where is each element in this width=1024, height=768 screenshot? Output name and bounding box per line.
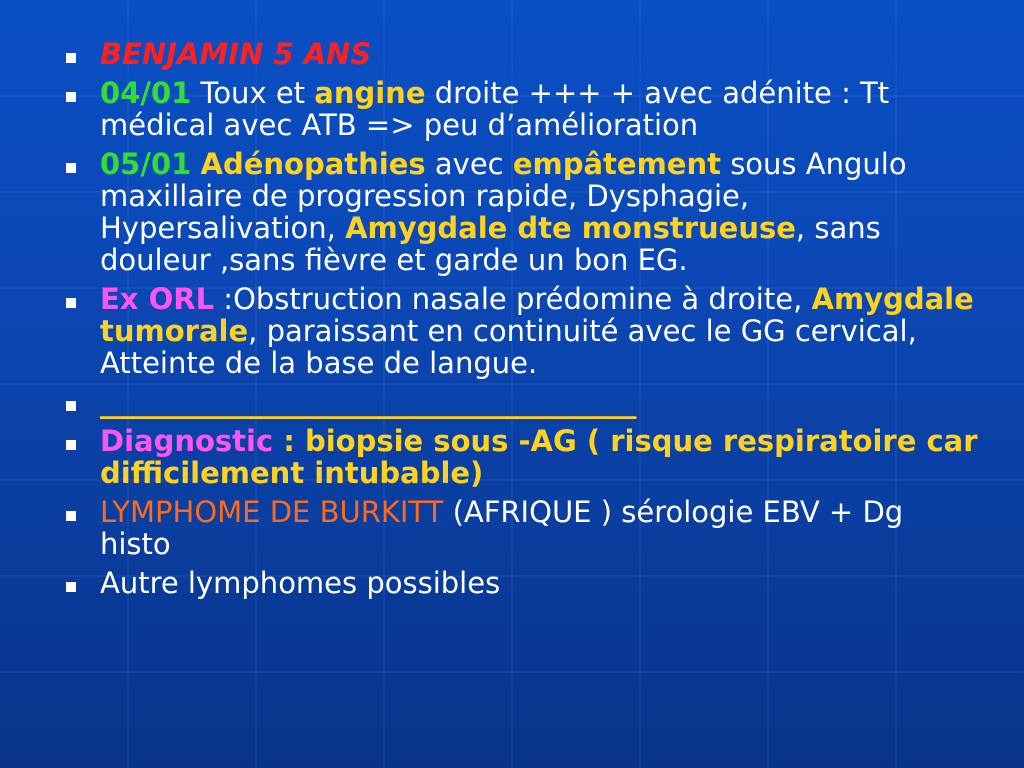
bullet-list	[62, 38, 982, 599]
highlight-text: : biopsie sous -AG ( risque respiratoire car difficilement intubable)	[100, 424, 978, 490]
text-span: :Obstruction nasale prédomine à droite,	[214, 282, 812, 316]
square-bullet-icon	[66, 401, 76, 411]
text-span: droite +++ + avec adénite : Tt médical avec ATB => peu d’amélioration	[100, 76, 890, 142]
text-span: sous Angulo maxillaire de progression rapide, Dysphagie, Hypersalivation,	[100, 147, 907, 245]
bullet-patient-title	[62, 38, 982, 70]
square-bullet-icon	[66, 163, 76, 173]
section-label: Diagnostic	[100, 424, 274, 458]
patient-title: BENJAMIN 5 ANS	[100, 37, 372, 71]
square-bullet-icon	[66, 582, 76, 592]
text-span: avec	[425, 147, 513, 181]
square-bullet-icon	[66, 53, 76, 63]
text-span: Toux et	[191, 76, 315, 110]
text-span: , paraissant en continuité avec le GG cervical, Atteinte de la base de langue.	[100, 314, 917, 380]
date-label: 05/01	[100, 147, 192, 181]
text-span	[191, 147, 200, 181]
bullet-burkitt	[62, 496, 982, 560]
slide-content	[62, 38, 982, 606]
text-span: (AFRIQUE ) sérologie EBV + Dg histo	[100, 495, 904, 561]
bullet-visit-0401	[62, 77, 982, 141]
highlight-text: empâtement	[512, 147, 721, 181]
square-bullet-icon	[66, 440, 76, 450]
highlight-text: Amygdale tumorale	[100, 282, 974, 348]
square-bullet-icon	[66, 92, 76, 102]
square-bullet-icon	[66, 511, 76, 521]
bullet-ex-orl	[62, 283, 982, 379]
date-label: 04/01	[100, 76, 192, 110]
highlight-text: Adénopathies	[200, 147, 426, 181]
section-label: Ex ORL	[100, 282, 215, 316]
bullet-other-lymphomas	[62, 567, 982, 599]
bullet-visit-0501	[62, 148, 982, 276]
highlight-text: angine	[314, 76, 426, 110]
bullet-separator	[62, 386, 982, 418]
separator-line: _____________________________________	[100, 385, 637, 419]
text-span: , sans douleur ,sans fièvre et garde un bon EG.	[100, 211, 881, 277]
bullet-diagnostic	[62, 425, 982, 489]
highlight-text: Amygdale dte monstrueuse	[345, 211, 796, 245]
square-bullet-icon	[66, 298, 76, 308]
text-span: Autre lymphomes possibles	[100, 566, 501, 600]
diagnosis-name: LYMPHOME DE BURKITT	[100, 495, 444, 529]
